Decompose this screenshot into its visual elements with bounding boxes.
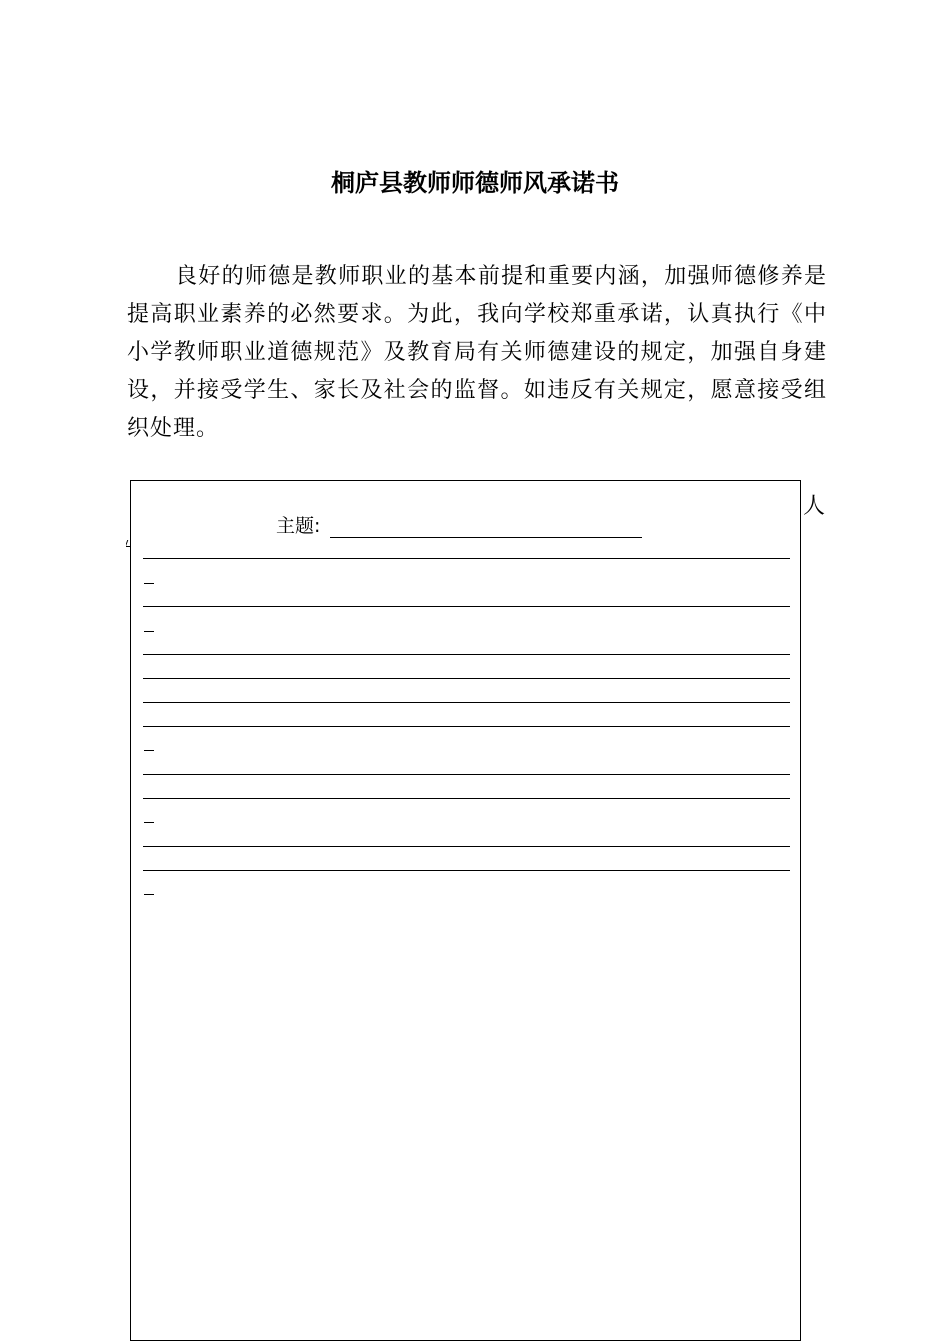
line-dash xyxy=(144,822,154,823)
writing-line xyxy=(143,798,790,799)
writing-line xyxy=(143,558,790,559)
pledge-paragraph: 良好的师德是教师职业的基本前提和重要内涵，加强师德修养是提高职业素养的必然要求。为此，我向学校郑重承诺，认真执行《中小学教师职业道德规范》及教育局有关师德建设的规定，加强自身建设，并接受学生、家长及社会的监督。如违反有关规定，愿意接受组织处理。 xyxy=(127,264,827,441)
line-dash xyxy=(144,750,154,751)
line-dash xyxy=(144,631,154,632)
writing-line xyxy=(143,678,790,679)
writing-line xyxy=(143,606,790,607)
subject-label: 主题: xyxy=(276,515,321,537)
document-title: 桐庐县教师师德师风承诺书 xyxy=(331,168,619,197)
writing-line xyxy=(143,846,790,847)
writing-line xyxy=(143,774,790,775)
writing-line xyxy=(143,870,790,871)
line-dash xyxy=(144,894,154,895)
writing-line xyxy=(143,654,790,655)
writing-line xyxy=(143,726,790,727)
line-dash xyxy=(144,583,154,584)
subject-input-line[interactable] xyxy=(330,515,642,538)
partially-hidden-text: 人 xyxy=(803,494,825,519)
writing-line xyxy=(143,702,790,703)
subject-row xyxy=(276,512,642,540)
lined-form-overlay xyxy=(130,480,801,1341)
